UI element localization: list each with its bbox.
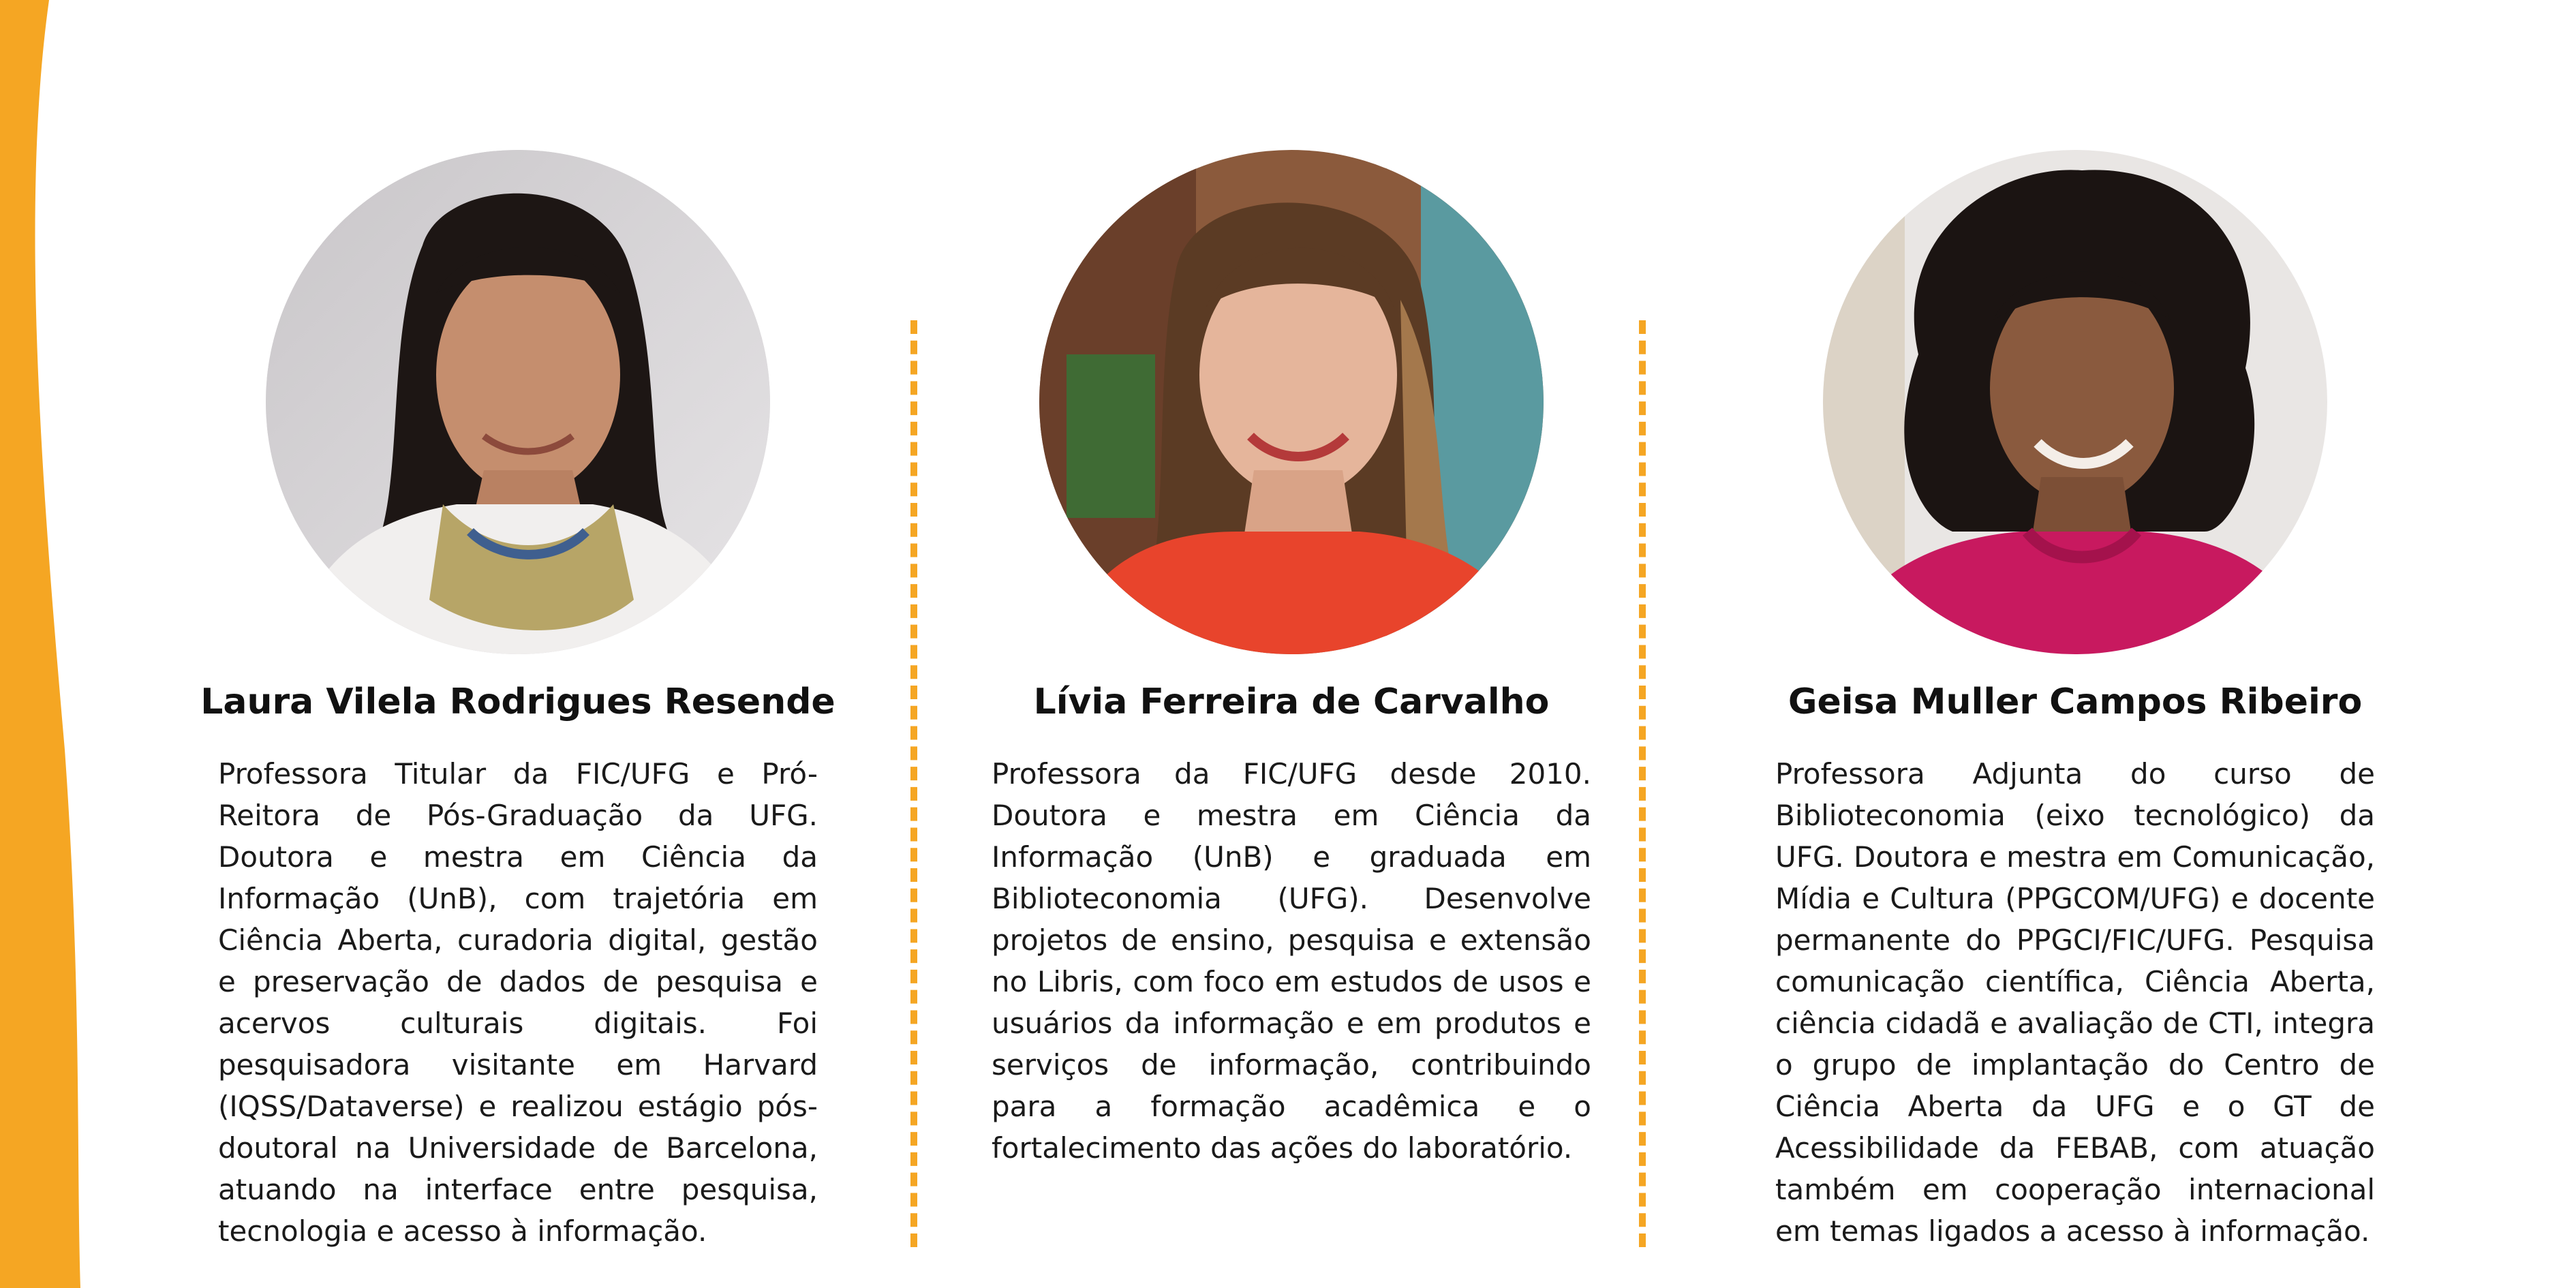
portrait-illustration	[1039, 150, 1544, 654]
dashed-divider	[1639, 320, 1646, 1247]
portrait-photo	[1823, 150, 2327, 654]
profile-card-livia	[992, 0, 1591, 1288]
portrait-photo	[1039, 150, 1544, 654]
profile-bio: Professora Adjunta do curso de Biblioteconomia (eixo tecnológico) da UFG. Doutora e mestra em Comunicação, Mídia e Cultura (PPGCOM/UFG) e docente permanente do PPGCI/FIC/UFG. Pesquisa comunicação científica, Ciência Aberta, ciência cidadã e avaliação de CTI, integra o grupo de implantação do Centro de Ciência Aberta da UFG e o GT de Acessibilidade da FEBAB, com atuação também em cooperação internacional em temas ligados a acesso à informação.	[1775, 757, 2375, 1248]
decorative-wave	[0, 0, 95, 1288]
profile-bio: Professora da FIC/UFG desde 2010. Doutora e mestra em Ciência da Informação (UnB) e graduada em Biblioteconomia (UFG). Desenvolve projetos de ensino, pesquisa e extensão no Libris, com foco em estudos de usos e usuários da informação e em produtos e serviços de informação, contribuindo para a formação acadêmica e o fortalecimento das ações do laboratório.	[992, 757, 1591, 1165]
portrait-illustration	[266, 150, 770, 654]
profile-card-geisa	[1775, 0, 2375, 1288]
profile-card-laura	[200, 0, 835, 1288]
profile-bio: Professora Titular da FIC/UFG e Pró-Reitora de Pós-Graduação da UFG. Doutora e mestra em Ciência da Informação (UnB), com trajetória em Ciência Aberta, curadoria digital, gestão e preservação de dados de pesquisa e acervos culturais digitais. Foi pesquisadora visitante em Harvard (IQSS/Dataverse) e realizou estágio pós-doutoral na Universidade de Barcelona, atuando na interface entre pesquisa, tecnologia e acesso à informação.	[218, 757, 818, 1248]
profile-name: Geisa Muller Campos Ribeiro	[1788, 681, 2363, 722]
dashed-divider	[910, 320, 917, 1247]
portrait-photo	[266, 150, 770, 654]
profile-name: Lívia Ferreira de Carvalho	[1033, 681, 1550, 722]
profile-name: Laura Vilela Rodrigues Resende	[200, 681, 835, 722]
portrait-illustration	[1823, 150, 2327, 654]
